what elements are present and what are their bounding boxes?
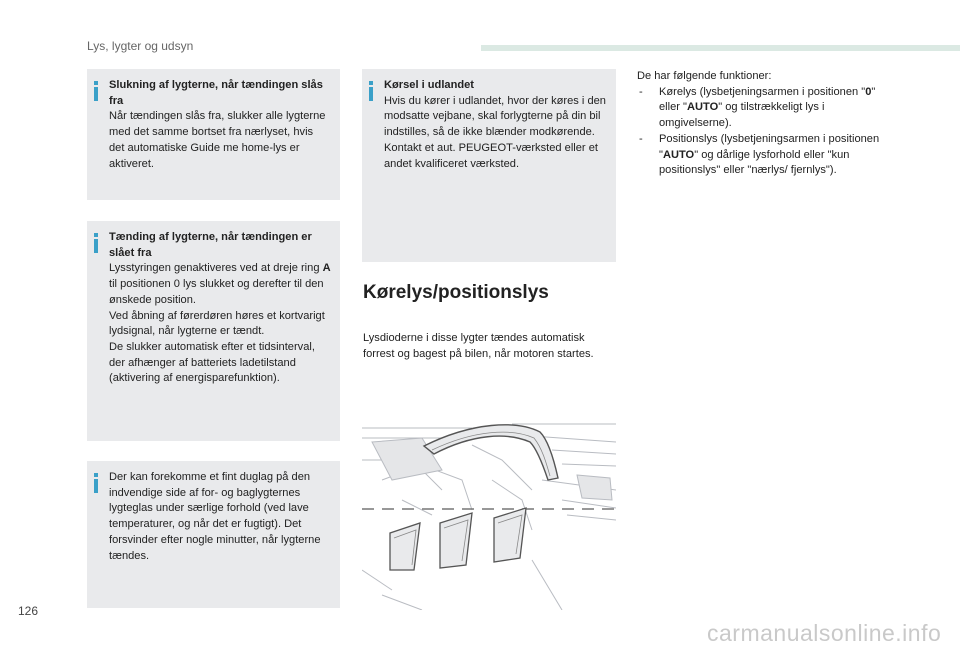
info-icon <box>94 233 98 253</box>
note-title: Tænding af lygterne, når tændingen er slået fra <box>109 231 312 259</box>
note-body: Hvis du kører i udlandet, hvor der køres i den modsatte vejbane, skal forlygterne på din bil indstilles, så de ikke blænder modkørende. <box>384 94 606 139</box>
functions-block <box>637 69 899 179</box>
note-body: Når tændingen slås fra, slukker alle lygterne med det samme bortset fra nærlyset, hvis det automatiske Guide me home-lys er aktiveret. <box>109 110 326 170</box>
note-body: Der kan forekomme et fint duglag på den indvendige side af for- og baglygternes lygteglas under særlige forhold (ved lave temperaturer, og når det er fugtigt). Det forsvinder efter nogle minutter, når lygterne tændes. <box>109 471 321 562</box>
watermark: carmanualsonline.info <box>707 620 942 646</box>
note-body: Lysstyringen genaktiveres ved at dreje ring <box>109 262 323 275</box>
functions-list <box>637 85 899 179</box>
list-item: - Positionslys (lysbetjeningsarmen i positionen "AUTO" og dårlige lysforhold eller "kun positionslys" eller "nærlys/ fjernlys"). <box>637 132 899 179</box>
list-item: - Kørelys (lysbetjeningsarmen i positionen "0" eller "AUTO" og tilstrækkeligt lys i omgivelserne). <box>637 85 899 132</box>
note-title: Slukning af lygterne, når tændingen slås fra <box>109 79 323 107</box>
section-title: Lys, lygter og udsyn <box>87 39 194 53</box>
info-icon <box>94 473 98 493</box>
section-heading: Kørelys/positionslys <box>363 282 549 303</box>
page-number: 126 <box>18 604 39 618</box>
note-condensation <box>87 461 340 608</box>
note-title: Kørsel i udlandet <box>384 79 474 91</box>
section-intro: Lysdioderne i disse lygter tændes automatisk forrest og bagest på bilen, når motoren startes. <box>363 332 594 360</box>
note-lights-off <box>87 69 340 200</box>
note-driving-abroad: Kørsel i udlandet Hvis du kører i udlandet, hvor der køres i den modsatte vejbane, skal forlygterne på din bil indstilles, så de ikke blænder modkørende. Kontakt et aut. PEUGEOT-værksted eller et andet kvalificeret værksted. <box>362 69 616 262</box>
ring-label: A <box>322 262 331 275</box>
header-accent-bar <box>481 45 960 51</box>
car-lights-illustration <box>362 420 616 610</box>
functions-intro: De har følgende funktioner: <box>637 70 772 82</box>
info-icon <box>369 81 373 101</box>
note-lights-on: Tænding af lygterne, når tændingen er slået fra Lysstyringen genaktiveres ved at dreje ring A til positionen 0 lys slukket og derefter til den ønskede position. Ved åbning af førerdøren høres et kortvarigt lydsignal, når lygterne er tændt. De slukker automatisk efter et tidsinterval, der afhænger af batteriets ladetilstand (aktivering af energisparefunktion). <box>87 221 340 441</box>
info-icon <box>94 81 98 101</box>
